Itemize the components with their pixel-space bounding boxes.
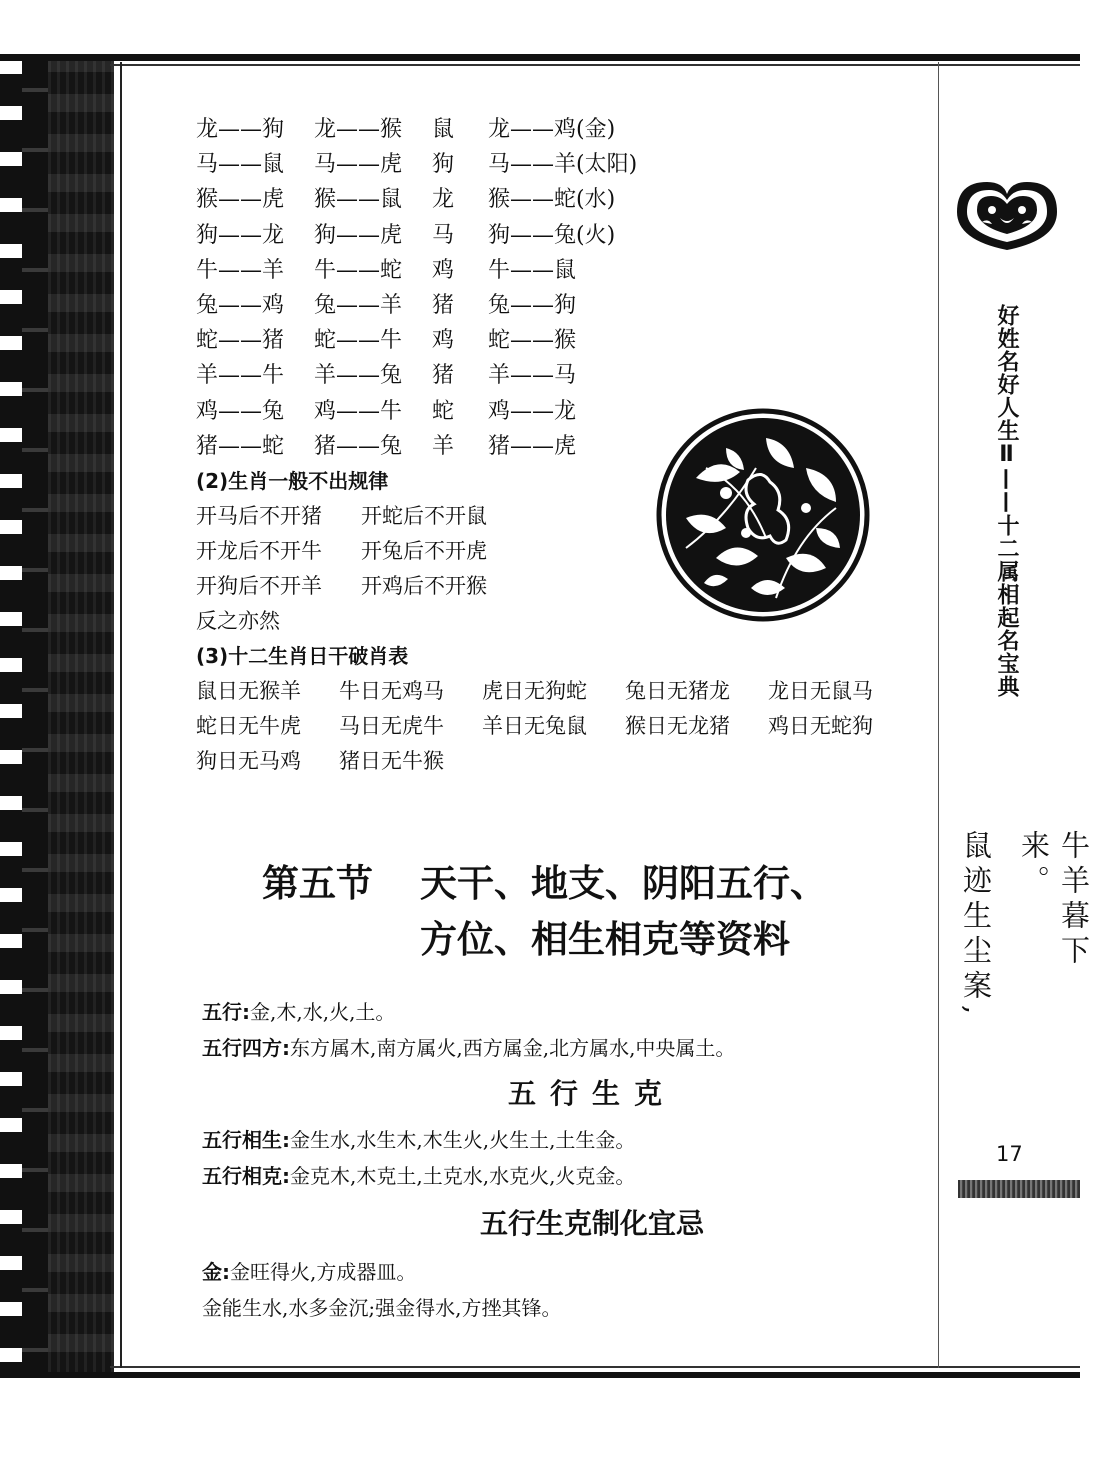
cell: 猴——鼠 [314, 187, 403, 213]
cell: 龙——猴 [314, 117, 403, 142]
table-cell: 蛇日无牛虎 [196, 713, 301, 738]
top-border [0, 54, 1080, 61]
cell: 兔——羊 [314, 292, 403, 318]
cell: 牛——蛇 [314, 257, 403, 283]
table-cell: 鸡日无蛇狗 [768, 713, 873, 738]
page-number: 17 [996, 1142, 1023, 1166]
cell: 龙——鸡(金) [488, 117, 616, 142]
term-label: 五行相克: [202, 1164, 290, 1188]
cell: 鸡——牛 [314, 398, 403, 424]
rule-note: 反之亦然 [196, 608, 280, 633]
cell: 蛇——牛 [314, 328, 403, 354]
table-cell: 猪日无牛猴 [339, 748, 444, 773]
chapter-label: 第五节 [262, 862, 373, 905]
rule-item: 开鸡后不开猴 [361, 573, 487, 598]
cell: 猪 [432, 363, 455, 389]
table-row [196, 112, 926, 147]
cell: 狗——虎 [314, 222, 403, 248]
term-text: 金,木,水,火,土。 [250, 1000, 396, 1024]
term-label: 金: [202, 1260, 230, 1284]
cell: 龙 [432, 187, 455, 213]
cell: 羊 [432, 433, 455, 459]
cell: 狗——兔(火) [488, 222, 616, 248]
bottom-border-inner [110, 1366, 1080, 1368]
cell: 鸡 [432, 257, 455, 283]
section-heading: (3)十二生肖日干破肖表 [196, 643, 409, 668]
chapter-title-line1: 天干、地支、阴阳五行、 [420, 862, 827, 905]
cell: 鸡——兔 [196, 398, 285, 424]
section-heading: (2)生肖一般不出规律 [196, 468, 389, 493]
table-row [196, 288, 926, 323]
chapter-title [262, 856, 902, 968]
wuxing-section [202, 994, 922, 1326]
cell: 狗 [432, 152, 455, 178]
table-row [196, 253, 926, 288]
zodiac-emblem-icon [952, 178, 1062, 254]
term-text: 金克木,木克土,土克水,水克火,火克金。 [290, 1164, 636, 1188]
cell: 马——虎 [314, 152, 403, 178]
page-number-bar [958, 1180, 1080, 1198]
cell: 马——鼠 [196, 152, 285, 178]
paragraph [202, 1254, 922, 1290]
paragraph: 金能生水,水多金沉;强金得水,方挫其锋。 [202, 1296, 562, 1320]
cell: 鼠 [432, 117, 455, 142]
cell: 羊——牛 [196, 363, 285, 389]
poem-line: 鼠迹生尘案, [959, 830, 993, 1021]
cell: 牛——羊 [196, 257, 285, 283]
term-text: 东方属木,南方属火,西方属金,北方属水,中央属土。 [290, 1036, 736, 1060]
table-row [196, 744, 926, 779]
rule-item: 开马后不开猪 [196, 503, 322, 528]
cell: 蛇——猴 [488, 328, 577, 354]
table-row [196, 674, 926, 709]
table-row [196, 323, 926, 358]
table-row [196, 358, 926, 393]
term-text: 金旺得火,方成器皿。 [230, 1260, 417, 1284]
rule-item: 开蛇后不开鼠 [361, 503, 487, 528]
term-label: 五行四方: [202, 1036, 290, 1060]
term-text: 金生水,水生木,木生火,火生土,土生金。 [290, 1128, 636, 1152]
table-cell: 龙日无鼠马 [768, 678, 873, 703]
cell: 鸡 [432, 328, 455, 354]
spine-binding-notches [0, 60, 22, 1370]
cell: 马 [432, 222, 455, 248]
table-row [196, 147, 926, 182]
cell: 牛——鼠 [488, 257, 577, 283]
cell: 猴——蛇(水) [488, 187, 616, 213]
spine-texture [48, 54, 114, 1378]
book-title-vertical: 好姓名好人生Ⅱ——十二属相起名宝典 [994, 304, 1019, 698]
table-cell: 虎日无狗蛇 [482, 678, 587, 703]
term-label: 五行相生: [202, 1128, 290, 1152]
rule-item: 开狗后不开羊 [196, 573, 322, 598]
cell: 猪——虎 [488, 433, 577, 459]
paragraph [202, 994, 922, 1030]
table-cell: 牛日无鸡马 [339, 678, 444, 703]
cell: 狗——龙 [196, 222, 285, 248]
cell: 羊——马 [488, 363, 577, 389]
cell: 猪——蛇 [196, 433, 285, 459]
term-label: 五行: [202, 1000, 250, 1024]
paragraph [202, 1030, 922, 1066]
table-row [196, 182, 926, 217]
papercut-illustration [656, 408, 870, 622]
cell: 猴——虎 [196, 187, 285, 213]
poem-couplet [952, 830, 1091, 1030]
cell: 马——羊(太阳) [488, 152, 638, 178]
table-cell: 马日无虎牛 [339, 713, 444, 738]
cell: 蛇 [432, 398, 455, 424]
poem-line: 牛羊暮下来。 [1017, 830, 1091, 970]
rule-item: 开兔后不开虎 [361, 538, 487, 563]
table-cell: 兔日无猪龙 [625, 678, 730, 703]
cell: 兔——鸡 [196, 292, 285, 318]
paragraph [202, 1122, 922, 1158]
subsection-heading: 五行生克 [507, 1077, 676, 1110]
table-cell: 狗日无马鸡 [196, 748, 301, 773]
paragraph [202, 1158, 922, 1194]
cell: 羊——兔 [314, 363, 403, 389]
table-cell: 羊日无兔鼠 [482, 713, 587, 738]
cell: 兔——狗 [488, 292, 577, 318]
cell: 猪——兔 [314, 433, 403, 459]
top-border-inner [110, 64, 1080, 66]
left-margin-rule [120, 62, 122, 1368]
table-cell: 鼠日无猴羊 [196, 678, 301, 703]
chapter-title-line2: 方位、相生相克等资料 [420, 918, 790, 961]
subsection-heading: 五行生克制化宜忌 [479, 1207, 704, 1240]
cell: 蛇——猪 [196, 328, 285, 354]
cell: 龙——狗 [196, 117, 285, 142]
cell: 鸡——龙 [488, 398, 577, 424]
sidebar-divider [938, 62, 939, 1368]
bottom-border [0, 1372, 1080, 1378]
rule-item: 开龙后不开牛 [196, 538, 322, 563]
table-cell: 猴日无龙猪 [625, 713, 730, 738]
cell: 猪 [432, 292, 455, 318]
table-row [196, 709, 926, 744]
table-row [196, 218, 926, 253]
